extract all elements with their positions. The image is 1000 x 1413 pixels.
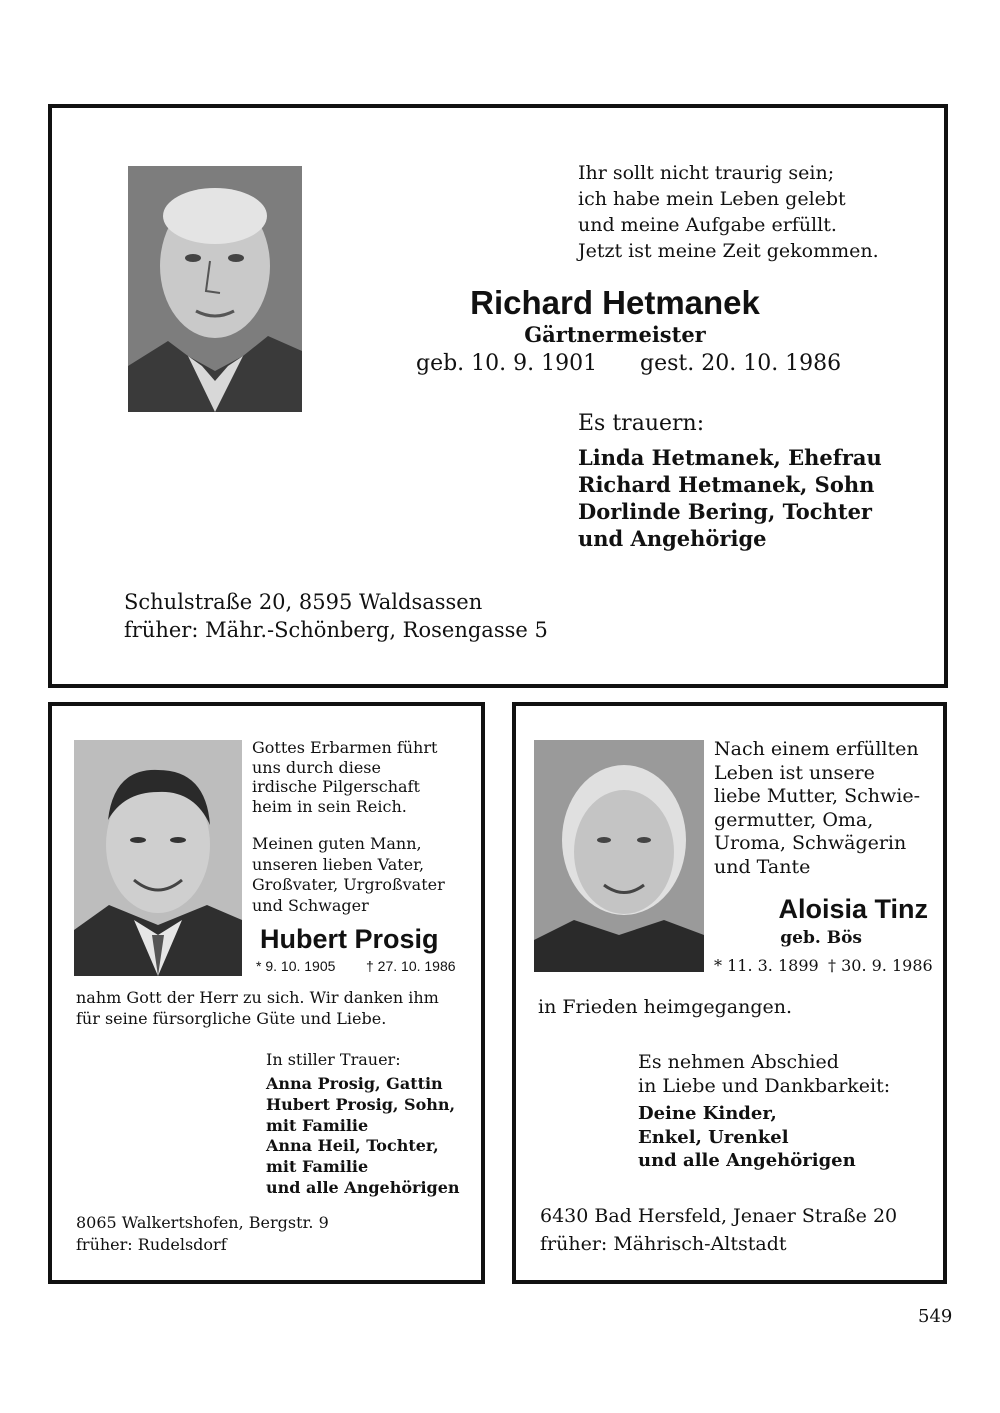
birth-date: * 11. 3. 1899 (714, 956, 819, 975)
announcement-text: in Frieden heimgegangen. (538, 996, 793, 1018)
mourners-list (266, 1074, 460, 1199)
mourner: Enkel, Urenkel (638, 1126, 789, 1148)
address-line: früher: Mährisch-Altstadt (540, 1233, 787, 1255)
mourners-heading: Es trauern: (578, 411, 705, 436)
mourner: Linda Hetmanek, Ehefrau (578, 445, 882, 470)
heading-line: Es nehmen Abschied (638, 1051, 839, 1073)
verse-line: Jetzt ist meine Zeit gekommen. (578, 240, 879, 262)
address (540, 1202, 897, 1258)
obituary-hubert-prosig (48, 702, 485, 1284)
verse-line: liebe Mutter, Schwie- (714, 785, 921, 807)
mourner: und alle Angehörigen (638, 1150, 856, 1171)
maiden-name: geb. Bös (780, 928, 862, 948)
obituary-aloisia-tinz (512, 702, 947, 1284)
heading-line: in Liebe und Dankbarkeit: (638, 1075, 891, 1097)
obituary-richard-hetmanek (48, 104, 948, 688)
address-line: früher: Mähr.-Schönberg, Rosengasse 5 (124, 618, 548, 642)
mourner: mit Familie (266, 1115, 369, 1135)
verse-line: Uroma, Schwägerin (714, 832, 907, 854)
mourner: und alle Angehörigen (266, 1177, 460, 1197)
memorial-verse (578, 160, 879, 264)
verse-line: Ihr sollt nicht traurig sein; (578, 162, 835, 184)
verse-line: germutter, Oma, (714, 808, 874, 831)
deceased-name: Hubert Prosig (260, 924, 439, 954)
announcement-line: nahm Gott der Herr zu sich. Wir danken ihm (76, 988, 439, 1007)
address-line: früher: Rudelsdorf (76, 1235, 227, 1254)
announcement-line: für seine fürsorgliche Güte und Liebe. (76, 1008, 387, 1028)
mourner: Hubert Prosig, Sohn, (266, 1094, 456, 1114)
mourners-heading (638, 1050, 890, 1098)
memorial-verse (714, 738, 920, 879)
verse-line: heim in sein Reich. (252, 796, 407, 816)
verse-line: ich habe mein Leben gelebt (578, 188, 846, 210)
birth-date: * 9. 10. 1905 (256, 958, 336, 974)
mourner: und Angehörige (578, 526, 767, 551)
dedication-text (252, 834, 445, 916)
dedication-line: unseren lieben Vater, (252, 854, 425, 874)
page-number: 549 (918, 1306, 953, 1327)
address-line: 8065 Walkertshofen, Bergstr. 9 (76, 1213, 329, 1232)
mourner: Anna Heil, Tochter, (266, 1136, 439, 1156)
birth-date: geb. 10. 9. 1901 (416, 351, 598, 376)
dedication-line: und Schwager (252, 895, 369, 915)
verse-line: uns durch diese (252, 757, 381, 777)
address (76, 1212, 329, 1256)
dedication-line: Großvater, Urgroßvater (252, 875, 445, 894)
mourner: Richard Hetmanek, Sohn (578, 472, 875, 497)
deceased-profession: Gärtnermeister (524, 322, 706, 347)
deceased-name: Aloisia Tinz (778, 894, 928, 924)
address-line: Schulstraße 20, 8595 Waldsassen (124, 590, 483, 614)
death-date: † 30. 9. 1986 (828, 956, 933, 975)
mourner: mit Familie (266, 1157, 369, 1177)
verse-line: und Tante (714, 855, 811, 878)
verse-line: und meine Aufgabe erfüllt. (578, 214, 837, 236)
dedication-line: Meinen guten Mann, (252, 834, 422, 853)
death-date: † 27. 10. 1986 (366, 958, 456, 974)
deceased-name: Richard Hetmanek (470, 284, 760, 321)
mourners-heading: In stiller Trauer: (266, 1050, 401, 1069)
verse-line: Nach einem erfüllten (714, 738, 919, 760)
verse-line: Leben ist unsere (714, 761, 875, 784)
mourners-list (578, 444, 882, 552)
verse-line: Gottes Erbarmen führt (252, 738, 438, 757)
announcement-text (76, 988, 439, 1029)
mourner: Dorlinde Bering, Tochter (578, 499, 872, 524)
death-date: gest. 20. 10. 1986 (640, 351, 842, 376)
mourners-list (638, 1102, 856, 1173)
verse-line: irdische Pilgerschaft (252, 777, 420, 796)
mourner: Deine Kinder, (638, 1103, 777, 1124)
address-line: 6430 Bad Hersfeld, Jenaer Straße 20 (540, 1205, 898, 1227)
memorial-verse (252, 738, 437, 816)
mourner: Anna Prosig, Gattin (266, 1074, 443, 1093)
address (124, 588, 548, 644)
portrait-photo (74, 740, 242, 976)
